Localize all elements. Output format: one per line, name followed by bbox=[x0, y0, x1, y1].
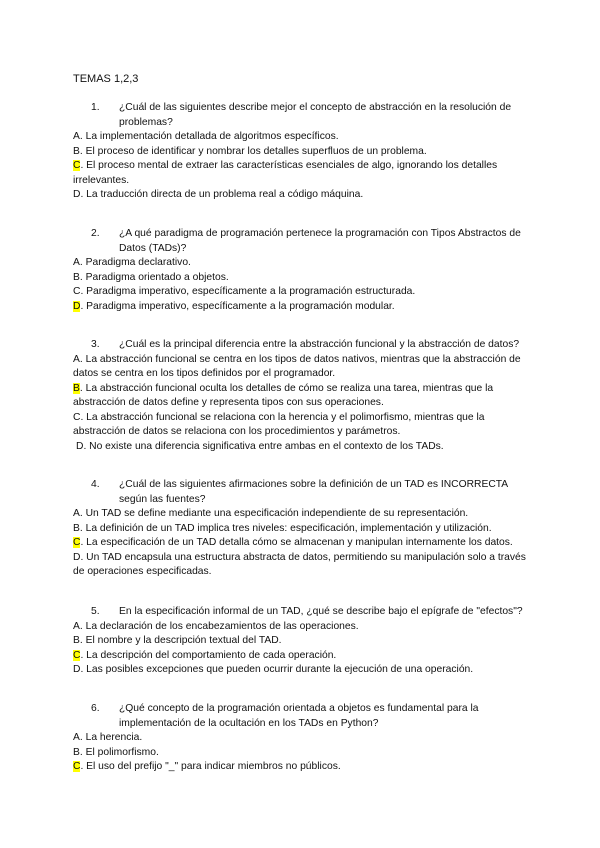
option-letter-highlighted: C bbox=[73, 649, 81, 661]
question-text: En la especificación informal de un TAD, ¿qué se describe bajo el epígrafe de "efectos"? bbox=[119, 606, 523, 617]
question-text: ¿Cuál de las siguientes describe mejor el concepto de abstracción en la resolución de problemas? bbox=[119, 102, 512, 128]
option-text: . Paradigma declarativo. bbox=[79, 257, 191, 268]
option-text: . La descripción del comportamiento de cada operación. bbox=[80, 649, 337, 661]
question-number: 3. bbox=[91, 339, 100, 350]
option-b bbox=[73, 382, 533, 411]
option-c bbox=[73, 159, 533, 188]
question-number: 5. bbox=[91, 606, 100, 617]
option-letter: A bbox=[73, 732, 80, 743]
option-text: . El proceso mental de extraer las características esenciales de algo, ignorando los detalles irrelevantes. bbox=[73, 160, 498, 186]
option-letter: B bbox=[73, 271, 80, 283]
option-letter: B bbox=[73, 635, 80, 646]
option-c bbox=[73, 760, 533, 775]
option-a bbox=[73, 256, 533, 271]
option-a bbox=[73, 507, 533, 522]
question-stem bbox=[73, 702, 533, 731]
option-d bbox=[73, 188, 533, 203]
question-2 bbox=[73, 227, 533, 314]
question-5 bbox=[73, 605, 533, 678]
option-letter: D bbox=[76, 440, 84, 452]
option-d bbox=[73, 551, 533, 580]
option-letter: C bbox=[73, 411, 81, 423]
option-text: . La declaración de los encabezamientos de las operaciones. bbox=[79, 620, 359, 632]
question-text: ¿Qué concepto de la programación orientada a objetos es fundamental para la implementación de la ocultación en los TADs en Python? bbox=[119, 703, 479, 729]
question-text: ¿Cuál de las siguientes afirmaciones sobre la definición de un TAD es INCORRECTA según las fuentes? bbox=[119, 479, 508, 505]
option-b bbox=[73, 271, 533, 286]
option-text: . Un TAD se define mediante una especificación independiente de su representación. bbox=[79, 508, 469, 519]
question-stem bbox=[73, 605, 533, 620]
option-letter: B bbox=[73, 145, 80, 157]
question-stem bbox=[73, 227, 533, 256]
option-c bbox=[73, 649, 533, 664]
option-text: . Un TAD encapsula una estructura abstracta de datos, permitiendo su manipulación solo a través de operaciones especificadas. bbox=[73, 551, 526, 577]
option-text: . El uso del prefijo "_" para indicar miembros no públicos. bbox=[80, 761, 341, 772]
option-text: . La especificación de un TAD detalla cómo se almacenan y manipulan internamente los datos. bbox=[80, 537, 513, 548]
option-text: . La abstracción funcional se relaciona con la herencia y el polimorfismo, mientras que la abstracción de datos se relaciona con los procedimientos y parámetros. bbox=[73, 411, 485, 437]
question-number: 6. bbox=[91, 703, 100, 714]
question-text: ¿A qué paradigma de programación pertenece la programación con Tipos Abstractos de Datos (TADs)? bbox=[119, 228, 521, 254]
option-c bbox=[73, 536, 533, 551]
option-letter: C bbox=[73, 286, 81, 297]
question-text: ¿Cuál es la principal diferencia entre la abstracción funcional y la abstracción de datos? bbox=[119, 339, 520, 350]
document-title: TEMAS 1,2,3 bbox=[73, 73, 139, 85]
option-letter: D bbox=[73, 189, 81, 200]
option-a bbox=[73, 130, 533, 145]
option-letter-highlighted: C bbox=[73, 761, 81, 772]
option-d bbox=[73, 440, 533, 455]
option-letter: D bbox=[73, 551, 81, 563]
option-text: . La traducción directa de un problema real a código máquina. bbox=[80, 189, 364, 200]
option-d bbox=[73, 300, 533, 315]
option-letter: A bbox=[73, 353, 80, 365]
option-letter: A bbox=[73, 131, 80, 142]
question-stem bbox=[73, 101, 533, 130]
option-text: . No existe una diferencia significativa entre ambas en el contexto de los TADs. bbox=[83, 440, 444, 452]
question-1 bbox=[73, 101, 533, 203]
option-letter: D bbox=[73, 664, 81, 675]
option-b bbox=[73, 634, 533, 649]
option-letter-highlighted: D bbox=[73, 300, 81, 312]
option-text: . La definición de un TAD implica tres niveles: especificación, implementación y utilización. bbox=[79, 522, 492, 534]
option-c bbox=[73, 285, 533, 300]
option-c bbox=[73, 411, 533, 440]
option-text: . La herencia. bbox=[79, 732, 143, 743]
option-text: . La abstracción funcional oculta los detalles de cómo se realiza una tarea, mientras que la abstracción de datos define y representa tipos con sus operaciones. bbox=[73, 382, 494, 408]
option-text: . El polimorfismo. bbox=[79, 746, 159, 758]
question-number: 2. bbox=[91, 228, 100, 239]
question-stem bbox=[73, 338, 533, 353]
question-4 bbox=[73, 478, 533, 580]
option-b bbox=[73, 746, 533, 761]
option-letter: B bbox=[73, 522, 80, 534]
option-letter: B bbox=[73, 746, 80, 758]
question-stem bbox=[73, 478, 533, 507]
option-letter-highlighted: B bbox=[73, 382, 80, 394]
option-a bbox=[73, 620, 533, 635]
option-text: . Paradigma orientado a objetos. bbox=[79, 271, 229, 283]
option-text: . Paradigma imperativo, específicamente a la programación estructurada. bbox=[80, 286, 416, 297]
option-text: . Las posibles excepciones que pueden ocurrir durante la ejecución de una operación. bbox=[80, 664, 474, 675]
option-text: . Paradigma imperativo, específicamente a la programación modular. bbox=[80, 300, 395, 312]
question-number: 4. bbox=[91, 479, 100, 490]
question-6 bbox=[73, 702, 533, 775]
question-3 bbox=[73, 338, 533, 454]
option-letter: A bbox=[73, 257, 80, 268]
question-number: 1. bbox=[91, 102, 100, 113]
option-text: . La implementación detallada de algoritmos específicos. bbox=[79, 131, 339, 142]
option-text: . El proceso de identificar y nombrar los detalles superfluos de un problema. bbox=[79, 145, 427, 157]
option-letter-highlighted: C bbox=[73, 537, 81, 548]
option-letter-highlighted: C bbox=[73, 160, 81, 171]
option-letter: A bbox=[73, 620, 80, 632]
option-a bbox=[73, 731, 533, 746]
option-b bbox=[73, 522, 533, 537]
option-b bbox=[73, 145, 533, 160]
option-text: . El nombre y la descripción textual del TAD. bbox=[79, 635, 282, 646]
option-letter: A bbox=[73, 508, 80, 519]
option-d bbox=[73, 663, 533, 678]
option-text: . La abstracción funcional se centra en los tipos de datos nativos, mientras que la abstracción de datos se centra en los tipos definidos por el programador. bbox=[73, 353, 521, 379]
option-a bbox=[73, 353, 533, 382]
